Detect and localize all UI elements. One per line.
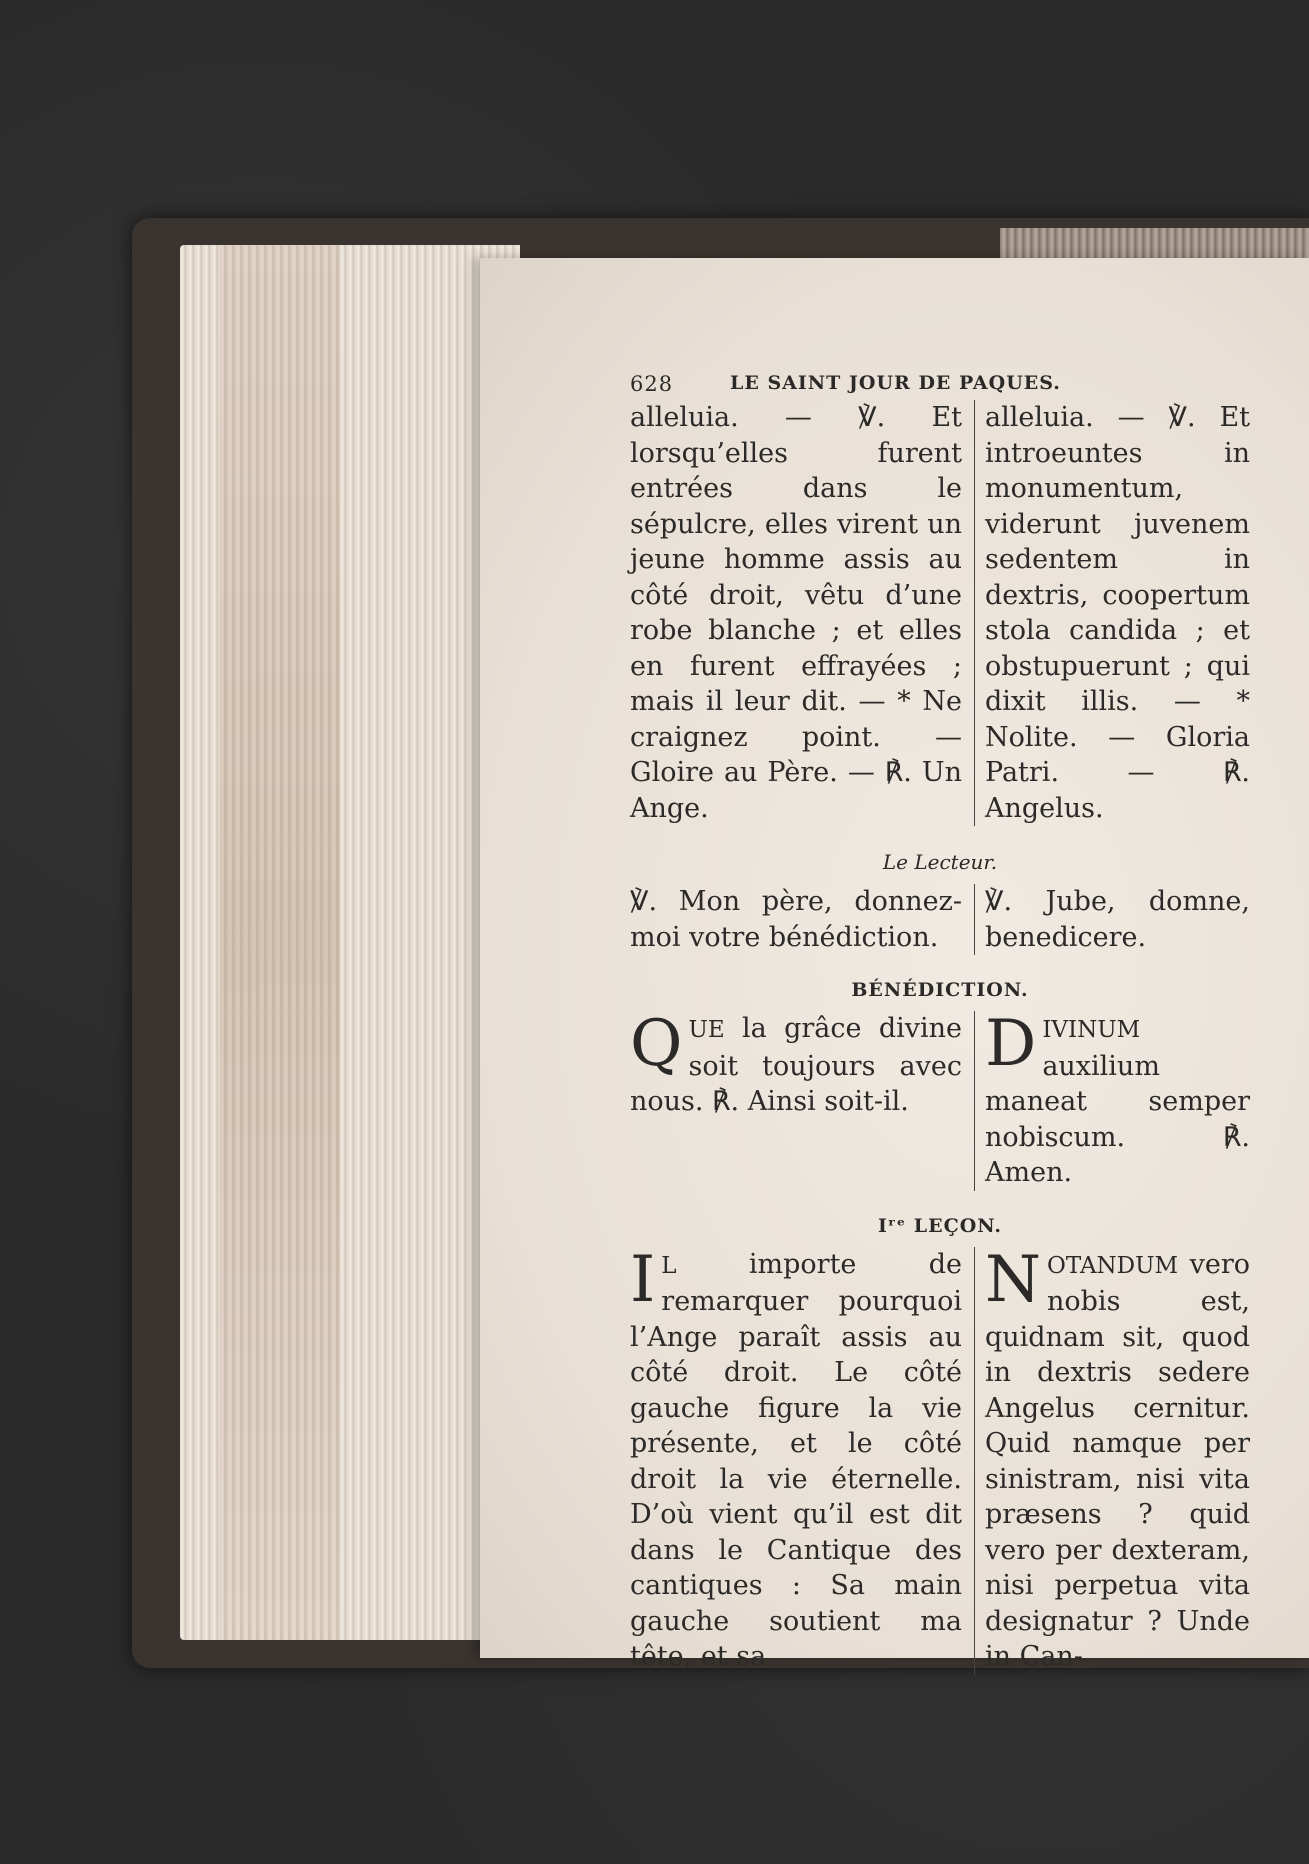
drop-cap: D — [985, 1007, 1037, 1081]
drop-cap: Q — [630, 1007, 683, 1081]
lector-passage — [630, 884, 1250, 955]
small-caps: IVINUM — [1042, 1017, 1141, 1043]
passage-1-french: alleluia. — ℣. Et lorsqu’elles furent entrées dans le sépulcre, elles virent un jeune homme assis au côté droit, vêtu d’une robe blanche ; et elles en furent effrayées ; mais il leur dit. — * Ne craignez point. — Gloire au Père. — ℟. Un Ange. — [630, 400, 975, 826]
benediction-heading: BÉNÉDICTION. — [851, 979, 1029, 1001]
lecon-passage — [630, 1242, 1250, 1675]
benediction-french — [630, 1007, 975, 1191]
running-title: LE SAINT JOUR DE PAQUES. — [730, 372, 1061, 394]
small-caps: UE — [688, 1017, 725, 1043]
book-headband — [1000, 228, 1309, 258]
benediction-french-text: la grâce divine soit toujours avec nous. ℟. Ainsi soit-il. — [630, 1013, 962, 1117]
page-stain — [220, 245, 340, 1640]
page-text — [630, 372, 1250, 1675]
small-caps: L — [661, 1252, 677, 1279]
lector-latin: ℣. Jube, domne, benedicere. — [985, 886, 1250, 953]
lecon-latin-text: vero nobis est, quidnam sit, quod in dextris sedere Angelus cernitur. Quid namque per sinistram, nisi vita præsens ? quid vero per dexteram, nisi perpetua vita designatur ? Unde in Can- — [985, 1248, 1250, 1672]
drop-cap: I — [630, 1242, 656, 1317]
benediction-latin — [975, 1007, 1250, 1191]
lecon-latin — [975, 1242, 1250, 1675]
lector-heading: Le Lecteur. — [882, 850, 998, 874]
drop-cap: N — [985, 1242, 1041, 1317]
lecon-french — [630, 1242, 975, 1675]
lecon-french-text: importe de remarquer pourquoi l’Ange paraît assis au côté droit. Le côté gauche figure la vie présente, et le côté droit la vie éternelle. D’où vient qu’il est dit dans le Cantique des cantiques : Sa main gauche soutient ma tête, et sa — [630, 1248, 962, 1672]
lecon-heading: Iʳᵉ LEÇON. — [877, 1214, 1003, 1237]
page-header — [630, 372, 1250, 396]
passage-1-latin: alleluia. — ℣. Et introeuntes in monumentum, viderunt juvenem sedentem in dextris, coopertum stola candida ; et obstupuerunt ; qui dixit illis. — * Nolite. — Gloria Patri. — ℟. Angelus. — [985, 402, 1250, 824]
page-number: 628 — [630, 372, 674, 396]
page-edges — [180, 245, 520, 1640]
passage-1 — [630, 400, 1250, 826]
benediction-passage — [630, 1007, 1250, 1191]
lector-french: ℣. Mon père, donnez-moi votre bénédiction. — [630, 884, 975, 955]
small-caps: OTANDUM — [1047, 1252, 1179, 1279]
benediction-latin-text: auxilium maneat semper nobiscum. ℟. Amen. — [985, 1050, 1250, 1188]
